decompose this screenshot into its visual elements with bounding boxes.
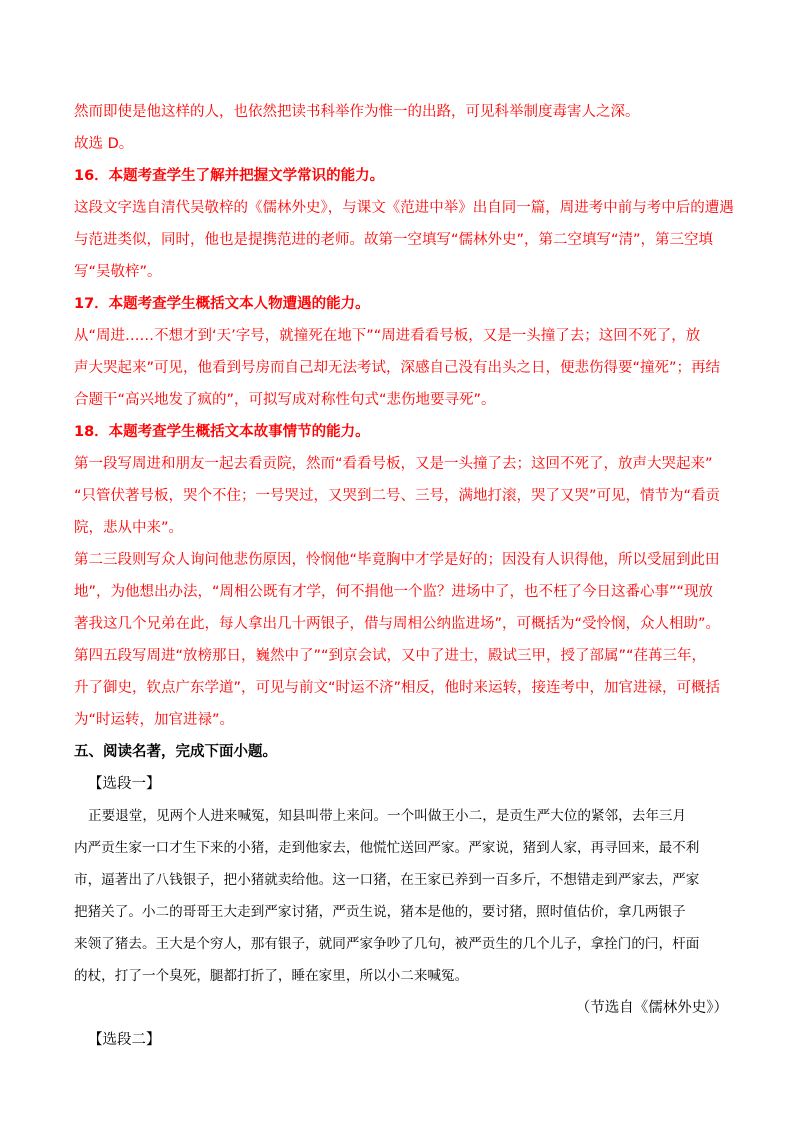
q18-line: 院，悲从中来”。 (74, 520, 184, 536)
excerpt1-line: 市，逼著出了八钱银子，把小猪就卖给他。这一口猪，在王家已养到一百多斤，不想错走到严家去，严家 (74, 872, 700, 888)
q16-line: 写“吴敬梓”。 (74, 264, 162, 280)
q17-line: 声大哭起来”可见，他看到号房而自己却无法考试，深感自己没有出头之日，便悲伤得要“撞死”；再结 (74, 360, 721, 376)
q18-line: “只管伏著号板，哭个不住；一号哭过，又哭到二号、三号，满地打滚，哭了又哭”可见，情节为“看贡 (74, 488, 721, 504)
excerpt1-line: 的杖，打了一个臭死，腿都打折了，睡在家里，所以小二来喊冤。 (74, 968, 469, 984)
q17-heading: 17．本题考查学生概括文本人物遭遇的能力。 (74, 296, 370, 312)
excerpt1-source: （节选自《儒林外史》） (575, 1000, 728, 1016)
q18-line: 升了御史，钦点广东学道”，可见与前文“时运不济”相反，他时来运转，接连考中，加官进禄，可概括 (74, 680, 721, 696)
q18-line: 第一段写周进和朋友一起去看贡院，然而“看看号板，又是一头撞了去；这回不死了，放声大哭起来” (74, 456, 713, 472)
q18-line: 著我这几个兄弟在此，每人拿出几十两银子，借与周相公纳监进场”，可概括为“受怜悯，众人相助”。 (74, 616, 721, 632)
q16-line: 这段文字选自清代吴敬梓的《儒林外史》，与课文《范进中举》出自同一篇，周进考中前与考中后的遭遇 (74, 200, 734, 216)
excerpt1-line: 把猪关了。小二的哥哥王大走到严家讨猪，严贡生说，猪本是他的，要讨猪，照时值估价，拿几两银子 (74, 904, 686, 920)
q18-line: 第二三段则写众人询问他悲伤原因，怜悯他“毕竟胸中才学是好的；因没有人识得他，所以受屈到此田 (74, 552, 720, 568)
q17-line: 从“周进……不想才到‘天’字号，就撞死在地下”“周进看看号板，又是一头撞了去；这回不死了，放 (74, 328, 701, 344)
excerpt1-line: 来领了猪去。王大是个穷人，那有银子，就同严家争吵了几句，被严贡生的几个儿子，拿拴门的闩，杆面 (74, 936, 700, 952)
section5-heading: 五、阅读名著，完成下面小题。 (74, 744, 277, 760)
q18-line: 地”，为他想出办法，“周相公既有才学，何不捐他一个监？进场中了，也不枉了今日这番心事”“现放 (74, 584, 714, 600)
excerpt1-line: 正要退堂，见两个人进来喊冤，知县叫带上来问。一个叫做王小二，是贡生严大位的紧邻，去年三月 (88, 808, 687, 824)
answer-choice-line: 故选 D。 (74, 136, 134, 152)
q18-heading: 18．本题考查学生概括文本故事情节的能力。 (74, 424, 370, 440)
answer-intro-line: 然而即使是他这样的人，也依然把读书科举作为惟一的出路，可见科举制度毒害人之深。 (74, 104, 640, 120)
excerpt1-label: 【选段一】 (88, 776, 161, 792)
q17-line: 合题干“高兴地发了疯的”，可拟写成对称性句式“悲伤地要寻死”。 (74, 392, 496, 408)
q16-line: 与范进类似，同时，他也是提携范进的老师。故第一空填写“儒林外史”，第二空填写“清”，第三空填 (74, 232, 714, 248)
document-content (74, 96, 734, 1056)
excerpt2-label: 【选段二】 (88, 1032, 161, 1048)
q18-line: 为“时运转，加官进禄”。 (74, 712, 235, 728)
q16-heading: 16．本题考查学生了解并把握文学常识的能力。 (74, 168, 385, 184)
q18-line: 第四五段写周进“放榜那日，巍然中了”“到京会试，又中了进士，殿试三甲，授了部属”“荏苒三年， (74, 648, 707, 664)
excerpt1-line: 内严贡生家一口才生下来的小猪，走到他家去，他慌忙送回严家。严家说，猪到人家，再寻回来，最不利 (74, 840, 700, 856)
